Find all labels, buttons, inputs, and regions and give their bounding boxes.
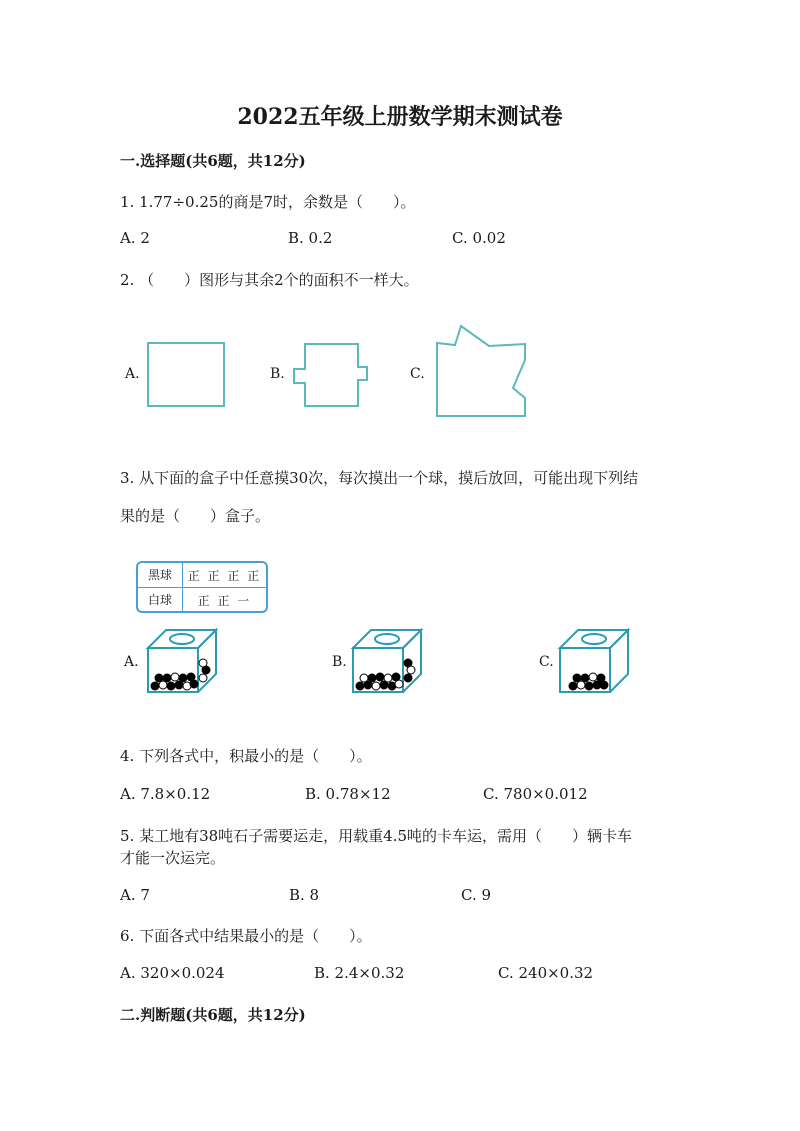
question-6-option-c[interactable]: C. 240×0.32 <box>498 964 594 982</box>
question-6-text: 6. 下面各式中结果最小的是（ ）。 <box>120 927 372 945</box>
section-heading-judgement: 二.判断题(共6题，共12分) <box>120 1006 306 1024</box>
question-6-option-b[interactable]: B. 2.4×0.32 <box>314 964 405 982</box>
question-4-option-b[interactable]: B. 0.78×12 <box>305 785 391 803</box>
shape-a-square <box>148 343 224 406</box>
tally-row-black <box>138 563 266 587</box>
question-2-text: 2. （ ）图形与其余2个的面积不一样大。 <box>120 271 419 289</box>
section-heading-choice: 一.选择题(共6题，共12分) <box>120 152 306 170</box>
question-2-label-b: B. <box>270 366 285 382</box>
question-4-option-a[interactable]: A. 7.8×0.12 <box>120 785 211 803</box>
question-3-label-a: A. <box>124 654 139 670</box>
shape-c-irregular <box>437 326 525 416</box>
tally-marks-black: 正 正 正 正 <box>187 568 262 583</box>
question-2-label-c: C. <box>410 366 425 382</box>
ball-box-b <box>351 628 423 694</box>
tally-label-white: 白球 <box>138 588 183 612</box>
question-3-line1: 3. 从下面的盒子中任意摸30次，每次摸出一个球，摸后放回，可能出现下列结 <box>120 469 639 487</box>
page-title: 2022五年级上册数学期末测试卷 <box>237 104 563 130</box>
shape-b-notched <box>294 344 367 406</box>
question-1-option-c[interactable]: C. 0.02 <box>452 229 506 247</box>
tally-table <box>136 561 268 613</box>
question-5-line2: 才能一次运完。 <box>120 849 226 867</box>
question-1-option-a[interactable]: A. 2 <box>120 229 150 247</box>
question-5-option-c[interactable]: C. 9 <box>461 886 492 904</box>
question-5-option-b[interactable]: B. 8 <box>289 886 320 904</box>
question-5-line1: 5. 某工地有38吨石子需要运走，用载重4.5吨的卡车运，需用（ ）辆卡车 <box>120 827 633 845</box>
ball-box-c <box>558 628 630 694</box>
ball-box-a <box>146 628 218 694</box>
question-4-text: 4. 下列各式中，积最小的是（ ）。 <box>120 747 372 765</box>
tally-marks-white: 正 正 一 <box>197 593 252 608</box>
question-4-option-c[interactable]: C. 780×0.012 <box>483 785 588 803</box>
question-3-line2: 果的是（ ）盒子。 <box>120 507 271 525</box>
question-3-label-b: B. <box>332 654 347 670</box>
question-2-label-a: A. <box>125 366 140 382</box>
tally-label-black: 黑球 <box>138 563 183 587</box>
tally-row-white <box>138 587 266 612</box>
question-5-option-a[interactable]: A. 7 <box>120 886 150 904</box>
question-1-option-b[interactable]: B. 0.2 <box>288 229 333 247</box>
question-3-label-c: C. <box>539 654 554 670</box>
question-1-text: 1. 1.77÷0.25的商是7时，余数是（ ）。 <box>120 193 416 211</box>
question-6-option-a[interactable]: A. 320×0.024 <box>120 964 225 982</box>
